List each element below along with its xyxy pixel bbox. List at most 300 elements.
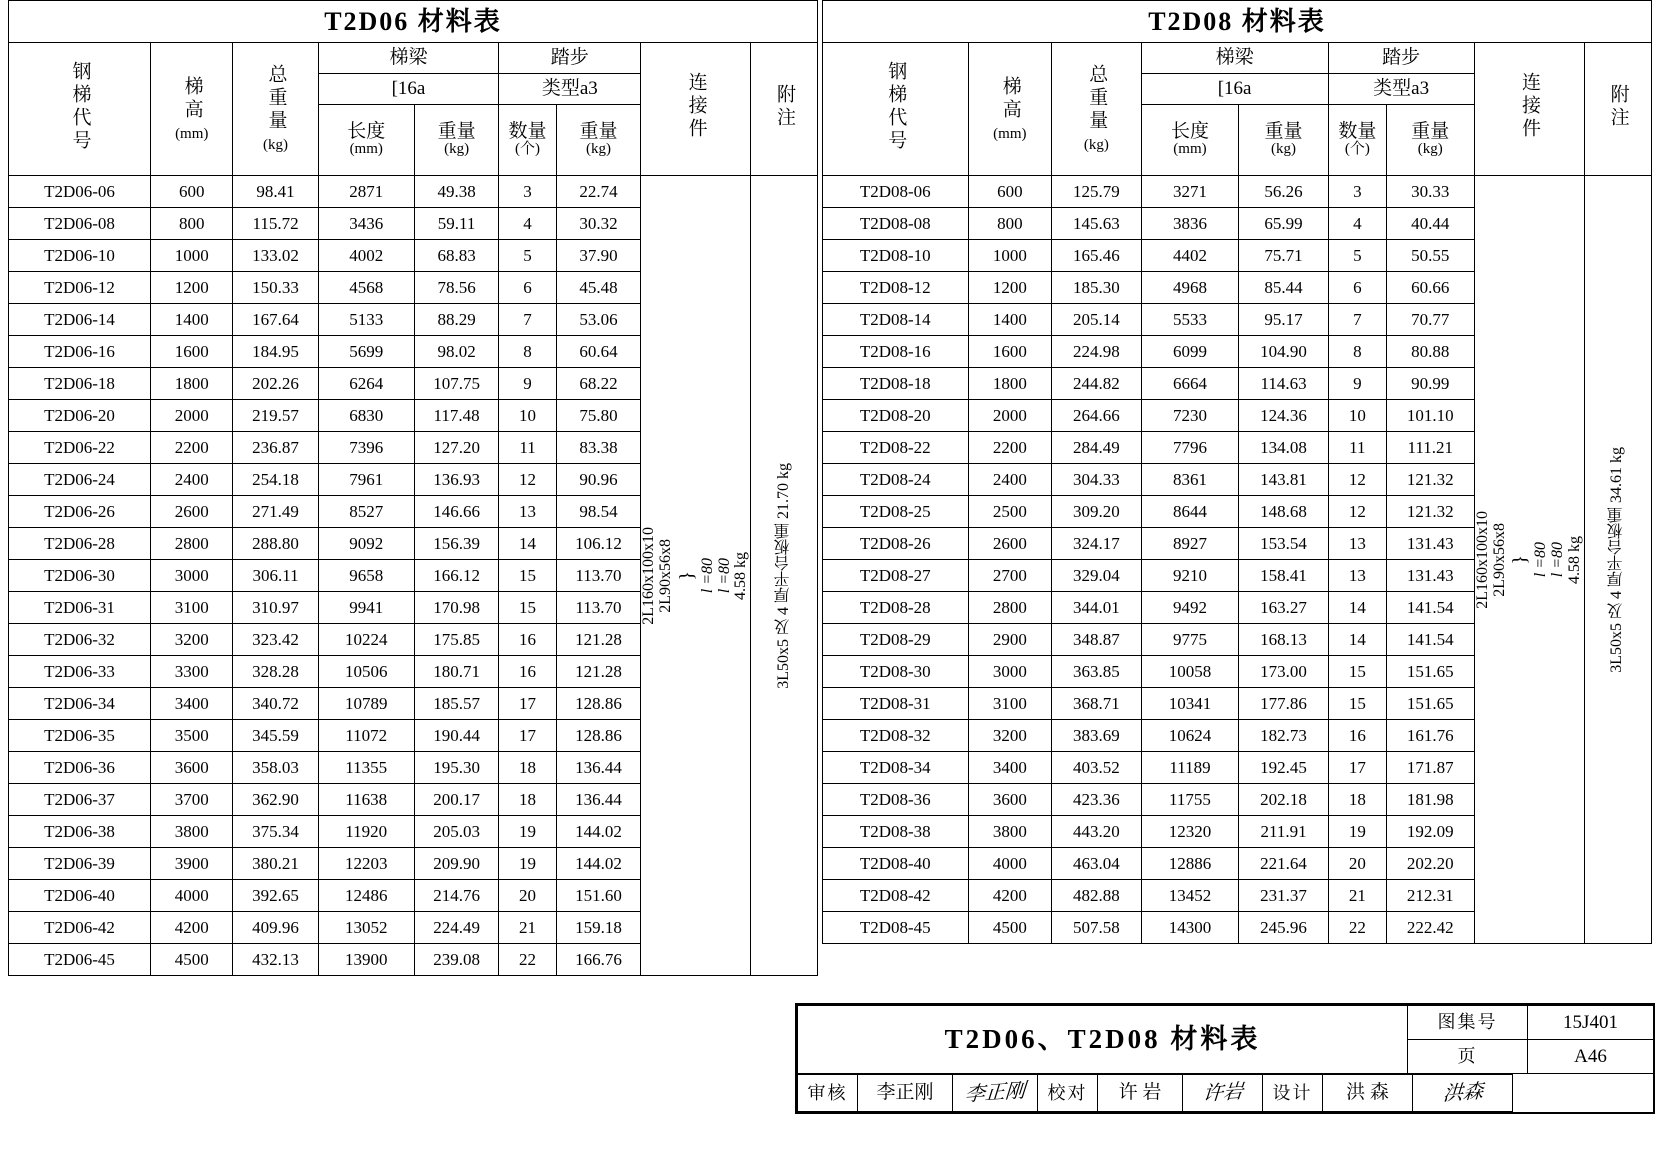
design-signature: 洪森: [1413, 1075, 1513, 1112]
row-height: 2000: [968, 400, 1052, 432]
row-beam-weight: 156.39: [414, 528, 499, 560]
row-step-qty: 15: [1328, 656, 1386, 688]
row-step-qty: 16: [499, 624, 556, 656]
row-code: T2D06-18: [9, 368, 151, 400]
row-step-qty: 11: [499, 432, 556, 464]
row-step-qty: 20: [1328, 848, 1386, 880]
row-step-qty: 6: [499, 272, 556, 304]
row-step-qty: 18: [499, 784, 556, 816]
row-code: T2D06-16: [9, 336, 151, 368]
check-name: 许 岩: [1098, 1075, 1183, 1112]
row-step-qty: 19: [1328, 816, 1386, 848]
row-step-qty: 8: [1328, 336, 1386, 368]
row-step-weight: 144.02: [556, 848, 641, 880]
row-beam-length: 3271: [1141, 176, 1239, 208]
row-height: 800: [968, 208, 1052, 240]
row-beam-length: 11072: [318, 720, 414, 752]
row-step-qty: 10: [499, 400, 556, 432]
row-beam-length: 10341: [1141, 688, 1239, 720]
row-total-weight: 392.65: [233, 880, 318, 912]
row-beam-weight: 95.17: [1239, 304, 1328, 336]
row-step-qty: 15: [1328, 688, 1386, 720]
row-beam-length: 10224: [318, 624, 414, 656]
row-beam-weight: 245.96: [1239, 912, 1328, 944]
atlas-number-value: 15J401: [1528, 1006, 1654, 1040]
row-step-weight: 90.96: [556, 464, 641, 496]
row-beam-length: 6264: [318, 368, 414, 400]
row-beam-weight: 173.00: [1239, 656, 1328, 688]
th-beam: 梯梁: [318, 43, 499, 74]
row-beam-length: 8361: [1141, 464, 1239, 496]
row-step-qty: 3: [499, 176, 556, 208]
row-code: T2D06-28: [9, 528, 151, 560]
row-step-weight: 53.06: [556, 304, 641, 336]
th-total-weight: 总重量 (kg): [233, 43, 318, 176]
row-height: 3000: [968, 656, 1052, 688]
row-beam-length: 6099: [1141, 336, 1239, 368]
row-step-qty: 19: [499, 848, 556, 880]
row-beam-length: 14300: [1141, 912, 1239, 944]
row-total-weight: 340.72: [233, 688, 318, 720]
row-code: T2D06-45: [9, 944, 151, 976]
row-step-qty: 6: [1328, 272, 1386, 304]
th-code: 钢梯代号: [823, 43, 969, 176]
row-beam-weight: 107.75: [414, 368, 499, 400]
row-height: 2000: [151, 400, 233, 432]
row-step-qty: 17: [499, 720, 556, 752]
row-beam-length: 5699: [318, 336, 414, 368]
row-height: 2700: [968, 560, 1052, 592]
row-height: 600: [151, 176, 233, 208]
row-step-qty: 16: [1328, 720, 1386, 752]
row-height: 3100: [151, 592, 233, 624]
row-step-weight: 121.32: [1387, 464, 1475, 496]
row-beam-weight: 185.57: [414, 688, 499, 720]
row-beam-length: 6830: [318, 400, 414, 432]
row-step-qty: 13: [1328, 560, 1386, 592]
row-step-qty: 12: [1328, 496, 1386, 528]
review-name: 李正刚: [858, 1075, 953, 1112]
row-step-qty: 18: [1328, 784, 1386, 816]
row-step-qty: 13: [1328, 528, 1386, 560]
row-total-weight: 423.36: [1052, 784, 1141, 816]
row-step-qty: 16: [499, 656, 556, 688]
row-beam-length: 10624: [1141, 720, 1239, 752]
row-step-weight: 171.87: [1387, 752, 1475, 784]
row-beam-length: 12320: [1141, 816, 1239, 848]
row-total-weight: 202.26: [233, 368, 318, 400]
row-beam-length: 4402: [1141, 240, 1239, 272]
row-step-weight: 98.54: [556, 496, 641, 528]
row-code: T2D06-22: [9, 432, 151, 464]
row-height: 4500: [968, 912, 1052, 944]
row-code: T2D06-26: [9, 496, 151, 528]
row-beam-length: 11189: [1141, 752, 1239, 784]
row-code: T2D08-34: [823, 752, 969, 784]
row-beam-weight: 221.64: [1239, 848, 1328, 880]
row-beam-weight: 175.85: [414, 624, 499, 656]
row-step-qty: 9: [499, 368, 556, 400]
row-step-weight: 60.64: [556, 336, 641, 368]
row-beam-weight: 146.66: [414, 496, 499, 528]
th-step: 踏步: [499, 43, 641, 74]
row-step-weight: 151.65: [1387, 688, 1475, 720]
row-height: 1200: [151, 272, 233, 304]
row-step-qty: 14: [1328, 592, 1386, 624]
row-code: T2D08-20: [823, 400, 969, 432]
row-step-weight: 50.55: [1387, 240, 1475, 272]
row-beam-length: 12886: [1141, 848, 1239, 880]
row-total-weight: 310.97: [233, 592, 318, 624]
row-beam-weight: 104.90: [1239, 336, 1328, 368]
row-step-weight: 121.28: [556, 656, 641, 688]
row-beam-weight: 209.90: [414, 848, 499, 880]
row-total-weight: 271.49: [233, 496, 318, 528]
row-step-weight: 131.43: [1387, 528, 1475, 560]
row-height: 2400: [151, 464, 233, 496]
row-code: T2D08-30: [823, 656, 969, 688]
row-height: 3200: [151, 624, 233, 656]
row-step-qty: 7: [499, 304, 556, 336]
row-height: 2500: [968, 496, 1052, 528]
row-height: 1600: [151, 336, 233, 368]
row-code: T2D08-42: [823, 880, 969, 912]
row-total-weight: 254.18: [233, 464, 318, 496]
row-beam-length: 9658: [318, 560, 414, 592]
row-beam-length: 11920: [318, 816, 414, 848]
review-label: 审核: [798, 1075, 858, 1112]
row-code: T2D06-39: [9, 848, 151, 880]
row-code: T2D08-36: [823, 784, 969, 816]
row-total-weight: 375.34: [233, 816, 318, 848]
left-material-table: [8, 42, 818, 976]
sheet-title: T2D06、T2D08 材料表: [798, 1006, 1408, 1074]
row-step-qty: 14: [1328, 624, 1386, 656]
page-label: 页: [1408, 1040, 1528, 1074]
row-beam-length: 13052: [318, 912, 414, 944]
row-height: 2200: [151, 432, 233, 464]
row-total-weight: 409.96: [233, 912, 318, 944]
row-height: 3800: [151, 816, 233, 848]
th-code: 钢梯代号: [9, 43, 151, 176]
row-step-qty: 13: [499, 496, 556, 528]
row-total-weight: 306.11: [233, 560, 318, 592]
row-step-qty: 21: [1328, 880, 1386, 912]
row-code: T2D06-08: [9, 208, 151, 240]
th-step-qty: 数量 (个): [1328, 105, 1386, 176]
row-total-weight: 244.82: [1052, 368, 1141, 400]
row-step-qty: 8: [499, 336, 556, 368]
row-beam-weight: 177.86: [1239, 688, 1328, 720]
row-step-weight: 70.77: [1387, 304, 1475, 336]
row-beam-length: 10506: [318, 656, 414, 688]
row-step-qty: 17: [1328, 752, 1386, 784]
row-step-qty: 4: [499, 208, 556, 240]
row-total-weight: 167.64: [233, 304, 318, 336]
row-height: 2900: [968, 624, 1052, 656]
row-beam-length: 7230: [1141, 400, 1239, 432]
row-step-qty: 19: [499, 816, 556, 848]
row-total-weight: 324.17: [1052, 528, 1141, 560]
row-beam-weight: 166.12: [414, 560, 499, 592]
row-step-weight: 144.02: [556, 816, 641, 848]
row-beam-length: 12203: [318, 848, 414, 880]
row-step-qty: 15: [499, 592, 556, 624]
row-total-weight: 184.95: [233, 336, 318, 368]
row-total-weight: 125.79: [1052, 176, 1141, 208]
table-row: [9, 176, 818, 208]
row-step-weight: 106.12: [556, 528, 641, 560]
row-beam-length: 8527: [318, 496, 414, 528]
th-remark: 附注: [751, 43, 818, 176]
check-label: 校对: [1038, 1075, 1098, 1112]
row-height: 4200: [968, 880, 1052, 912]
row-step-qty: 9: [1328, 368, 1386, 400]
page-value: A46: [1528, 1040, 1654, 1074]
row-height: 3500: [151, 720, 233, 752]
row-total-weight: 368.71: [1052, 688, 1141, 720]
row-step-weight: 159.18: [556, 912, 641, 944]
row-code: T2D06-36: [9, 752, 151, 784]
row-code: T2D06-35: [9, 720, 151, 752]
row-beam-length: 4002: [318, 240, 414, 272]
row-step-weight: 113.70: [556, 560, 641, 592]
row-beam-weight: 65.99: [1239, 208, 1328, 240]
row-step-weight: 141.54: [1387, 624, 1475, 656]
remark-cell: 3L50x5 及 4 厚平台板重 21.70 kg: [751, 176, 818, 976]
row-code: T2D06-20: [9, 400, 151, 432]
row-step-qty: 21: [499, 912, 556, 944]
row-beam-length: 11355: [318, 752, 414, 784]
row-code: T2D08-45: [823, 912, 969, 944]
th-beam-spec: [16a: [318, 74, 499, 105]
row-step-qty: 10: [1328, 400, 1386, 432]
row-beam-length: 9092: [318, 528, 414, 560]
row-code: T2D06-37: [9, 784, 151, 816]
row-height: 3200: [968, 720, 1052, 752]
row-beam-length: 9492: [1141, 592, 1239, 624]
row-code: T2D08-08: [823, 208, 969, 240]
th-height: 梯高 (mm): [968, 43, 1052, 176]
row-beam-weight: 98.02: [414, 336, 499, 368]
row-height: 800: [151, 208, 233, 240]
row-code: T2D08-16: [823, 336, 969, 368]
row-total-weight: 345.59: [233, 720, 318, 752]
row-beam-weight: 170.98: [414, 592, 499, 624]
row-height: 4000: [968, 848, 1052, 880]
row-total-weight: 150.33: [233, 272, 318, 304]
row-beam-length: 9775: [1141, 624, 1239, 656]
th-beam-spec: [16a: [1141, 74, 1328, 105]
right-material-table: [822, 42, 1652, 944]
row-beam-length: 4968: [1141, 272, 1239, 304]
row-total-weight: 348.87: [1052, 624, 1141, 656]
th-total-weight: 总重量 (kg): [1052, 43, 1141, 176]
row-step-qty: 17: [499, 688, 556, 720]
row-code: T2D06-31: [9, 592, 151, 624]
row-step-weight: 75.80: [556, 400, 641, 432]
row-beam-weight: 195.30: [414, 752, 499, 784]
row-total-weight: 133.02: [233, 240, 318, 272]
right-table-panel: [822, 0, 1652, 944]
row-beam-weight: 182.73: [1239, 720, 1328, 752]
row-step-qty: 12: [499, 464, 556, 496]
row-code: T2D08-14: [823, 304, 969, 336]
row-step-weight: 141.54: [1387, 592, 1475, 624]
row-height: 3700: [151, 784, 233, 816]
row-beam-length: 5533: [1141, 304, 1239, 336]
row-beam-length: 3836: [1141, 208, 1239, 240]
row-height: 4500: [151, 944, 233, 976]
row-height: 1000: [151, 240, 233, 272]
design-name: 洪 森: [1323, 1075, 1413, 1112]
row-step-weight: 136.44: [556, 752, 641, 784]
row-code: T2D08-10: [823, 240, 969, 272]
row-total-weight: 115.72: [233, 208, 318, 240]
row-beam-length: 5133: [318, 304, 414, 336]
th-height: 梯高 (mm): [151, 43, 233, 176]
row-step-weight: 113.70: [556, 592, 641, 624]
row-step-qty: 3: [1328, 176, 1386, 208]
row-step-weight: 30.33: [1387, 176, 1475, 208]
th-step-qty: 数量 (个): [499, 105, 556, 176]
row-beam-weight: 114.63: [1239, 368, 1328, 400]
row-step-weight: 212.31: [1387, 880, 1475, 912]
row-total-weight: 236.87: [233, 432, 318, 464]
th-connector: 连接件: [641, 43, 751, 176]
row-total-weight: 224.98: [1052, 336, 1141, 368]
row-code: T2D08-28: [823, 592, 969, 624]
row-step-weight: 161.76: [1387, 720, 1475, 752]
row-code: T2D06-33: [9, 656, 151, 688]
row-step-weight: 151.65: [1387, 656, 1475, 688]
row-code: T2D06-42: [9, 912, 151, 944]
row-total-weight: 432.13: [233, 944, 318, 976]
row-beam-length: 10058: [1141, 656, 1239, 688]
row-total-weight: 309.20: [1052, 496, 1141, 528]
remark-cell: 3L50x5 及 4 厚平台板重 34.61 kg: [1584, 176, 1651, 944]
row-beam-weight: 192.45: [1239, 752, 1328, 784]
row-height: 3400: [151, 688, 233, 720]
th-step-type: 类型a3: [1328, 74, 1474, 105]
row-height: 2400: [968, 464, 1052, 496]
row-beam-length: 4568: [318, 272, 414, 304]
row-beam-length: 6664: [1141, 368, 1239, 400]
table-row: [823, 176, 1652, 208]
row-step-weight: 151.60: [556, 880, 641, 912]
row-beam-weight: 117.48: [414, 400, 499, 432]
row-step-weight: 101.10: [1387, 400, 1475, 432]
row-beam-weight: 211.91: [1239, 816, 1328, 848]
atlas-number-label: 图集号: [1408, 1006, 1528, 1040]
row-step-weight: 121.32: [1387, 496, 1475, 528]
row-beam-length: 10789: [318, 688, 414, 720]
row-step-qty: 7: [1328, 304, 1386, 336]
row-beam-weight: 231.37: [1239, 880, 1328, 912]
row-step-weight: 181.98: [1387, 784, 1475, 816]
row-step-weight: 60.66: [1387, 272, 1475, 304]
row-step-weight: 131.43: [1387, 560, 1475, 592]
row-total-weight: 329.04: [1052, 560, 1141, 592]
row-height: 4200: [151, 912, 233, 944]
row-height: 3100: [968, 688, 1052, 720]
row-code: T2D08-24: [823, 464, 969, 496]
th-remark: 附注: [1584, 43, 1651, 176]
row-step-qty: 15: [499, 560, 556, 592]
review-signature: 李正刚: [953, 1075, 1038, 1112]
row-total-weight: 304.33: [1052, 464, 1141, 496]
row-height: 3400: [968, 752, 1052, 784]
row-height: 4000: [151, 880, 233, 912]
row-step-weight: 90.99: [1387, 368, 1475, 400]
row-beam-length: 9941: [318, 592, 414, 624]
row-step-qty: 5: [499, 240, 556, 272]
design-label: 设计: [1263, 1075, 1323, 1112]
row-beam-weight: 134.08: [1239, 432, 1328, 464]
row-step-qty: 4: [1328, 208, 1386, 240]
row-beam-length: 8644: [1141, 496, 1239, 528]
row-code: T2D06-40: [9, 880, 151, 912]
row-total-weight: 443.20: [1052, 816, 1141, 848]
row-total-weight: 463.04: [1052, 848, 1141, 880]
row-code: T2D06-10: [9, 240, 151, 272]
row-step-weight: 37.90: [556, 240, 641, 272]
row-beam-length: 9210: [1141, 560, 1239, 592]
row-total-weight: 383.69: [1052, 720, 1141, 752]
row-height: 2800: [151, 528, 233, 560]
row-beam-weight: 214.76: [414, 880, 499, 912]
left-table-title: T2D06 材料表: [8, 0, 818, 42]
row-beam-length: 7396: [318, 432, 414, 464]
row-height: 3800: [968, 816, 1052, 848]
row-height: 3600: [151, 752, 233, 784]
row-total-weight: 507.58: [1052, 912, 1141, 944]
row-code: T2D08-12: [823, 272, 969, 304]
row-height: 2200: [968, 432, 1052, 464]
check-signature: 许岩: [1183, 1075, 1263, 1112]
row-code: T2D06-34: [9, 688, 151, 720]
row-height: 3000: [151, 560, 233, 592]
row-beam-weight: 85.44: [1239, 272, 1328, 304]
row-beam-weight: 49.38: [414, 176, 499, 208]
row-step-weight: 136.44: [556, 784, 641, 816]
row-height: 1800: [151, 368, 233, 400]
row-step-weight: 128.86: [556, 688, 641, 720]
row-code: T2D08-06: [823, 176, 969, 208]
left-table-panel: [8, 0, 818, 976]
row-code: T2D06-12: [9, 272, 151, 304]
row-beam-weight: 56.26: [1239, 176, 1328, 208]
row-height: 1600: [968, 336, 1052, 368]
row-height: 1200: [968, 272, 1052, 304]
row-step-weight: 30.32: [556, 208, 641, 240]
row-beam-weight: 78.56: [414, 272, 499, 304]
th-step-weight: 重量 (kg): [556, 105, 641, 176]
connector-cell: 2L160x100x10 2L90x56x8 } l =80 l =80 4.58 kg: [641, 176, 751, 976]
row-step-weight: 45.48: [556, 272, 641, 304]
th-beam-weight: 重量 (kg): [414, 105, 499, 176]
row-step-qty: 11: [1328, 432, 1386, 464]
row-step-weight: 80.88: [1387, 336, 1475, 368]
row-total-weight: 380.21: [233, 848, 318, 880]
row-beam-weight: 202.18: [1239, 784, 1328, 816]
row-total-weight: 323.42: [233, 624, 318, 656]
row-height: 1000: [968, 240, 1052, 272]
row-height: 1800: [968, 368, 1052, 400]
row-height: 1400: [968, 304, 1052, 336]
row-beam-weight: 205.03: [414, 816, 499, 848]
row-total-weight: 344.01: [1052, 592, 1141, 624]
